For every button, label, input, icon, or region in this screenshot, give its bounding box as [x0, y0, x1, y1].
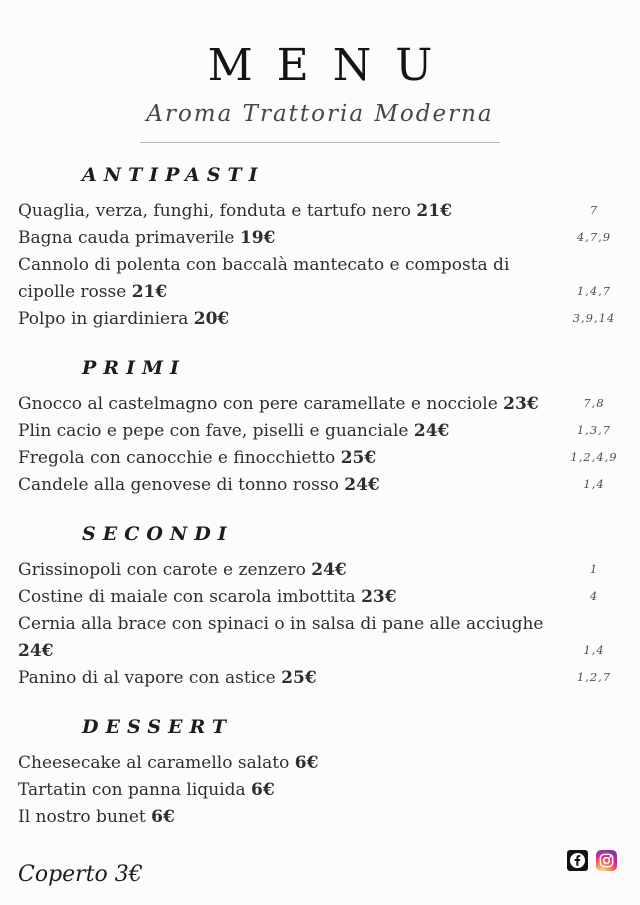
- dish-price: 25€: [281, 668, 317, 688]
- menu-sections: [0, 143, 640, 831]
- allergen-numbers: 4,7,9: [576, 230, 612, 244]
- dish-name: Cheesecake al caramello salato 6€: [18, 753, 319, 773]
- menu-section-secondi: [18, 523, 625, 692]
- restaurant-name: Aroma Trattoria Moderna: [146, 101, 494, 127]
- instagram-icon-box: [596, 850, 617, 871]
- allergen-numbers: 1,4: [583, 477, 605, 491]
- dish-name: Cernia alla brace con spinaci o in salsa di pane alle acciughe 24€: [18, 614, 544, 661]
- dish-name: Gnocco al castelmagno con pere caramellate e nocciole 23€: [18, 394, 539, 414]
- menu-item: [18, 418, 625, 445]
- menu-item: [18, 391, 625, 418]
- dish-price: 21€: [416, 201, 452, 221]
- dish-name: Plin cacio e pepe con fave, piselli e guanciale 24€: [18, 421, 450, 441]
- dish-price: 6€: [151, 807, 175, 827]
- allergen-numbers: 1,2,4,9: [570, 450, 618, 464]
- menu-item: [18, 804, 625, 831]
- menu-item: [18, 472, 625, 499]
- coperto-note: Coperto 3€: [18, 862, 143, 887]
- menu-header: [0, 0, 640, 143]
- menu-item: [18, 306, 625, 333]
- menu-item: [18, 225, 625, 252]
- allergen-numbers: 7: [589, 203, 599, 217]
- dish-name: Panino di al vapore con astice 25€: [18, 668, 317, 688]
- dish-price: 20€: [193, 309, 230, 329]
- allergen-numbers: 7,8: [583, 396, 605, 410]
- menu-item: [18, 445, 625, 472]
- dish-price: 6€: [251, 780, 275, 800]
- dish-name: Bagna cauda primaverile 19€: [18, 228, 276, 248]
- dish-price: 6€: [294, 753, 319, 773]
- dish-name: Grissinopoli con carote e zenzero 24€: [18, 560, 347, 580]
- dish-price: 19€: [239, 228, 276, 248]
- menu-section-antipasti: [18, 164, 625, 333]
- menu-item: [18, 557, 625, 584]
- instagram-icon[interactable]: [596, 850, 617, 871]
- allergen-numbers: 1,2,7: [576, 670, 612, 684]
- dish-name: Quaglia, verza, funghi, fonduta e tartufo nero 21€: [18, 201, 452, 221]
- social-links: [567, 850, 617, 871]
- dish-price: 25€: [340, 448, 377, 468]
- section-heading: SECONDI: [82, 523, 234, 545]
- allergen-numbers: 4: [589, 589, 599, 603]
- allergen-numbers: 1,4: [583, 643, 605, 657]
- menu-item: [18, 584, 625, 611]
- menu-footer: [0, 850, 640, 905]
- menu-item: [18, 777, 625, 804]
- dish-name: Candele alla genovese di tonno rosso 24€: [18, 475, 380, 495]
- allergen-numbers: 3,9,14: [572, 311, 616, 325]
- allergen-numbers: 1: [589, 562, 599, 576]
- page-title: MENU: [207, 40, 457, 91]
- dish-name: Fregola con canocchie e finocchietto 25€: [18, 448, 377, 468]
- dish-price: 24€: [18, 641, 54, 661]
- menu-item: [18, 252, 625, 306]
- dish-price: 24€: [344, 475, 380, 495]
- menu-section-dessert: [18, 716, 625, 831]
- dish-price: 21€: [131, 282, 168, 302]
- dish-price: 24€: [413, 421, 450, 441]
- facebook-icon-box: [567, 850, 588, 871]
- menu-item: [18, 750, 625, 777]
- allergen-numbers: 1,4,7: [576, 284, 612, 298]
- dish-name: Cannolo di polenta con baccalà mantecato e composta di cipolle rosse 21€: [18, 255, 510, 302]
- dish-name: Polpo in giardiniera 20€: [18, 309, 230, 329]
- dish-name: Costine di maiale con scarola imbottita 23€: [18, 587, 397, 607]
- menu-item: [18, 198, 625, 225]
- section-heading: ANTIPASTI: [82, 164, 265, 186]
- section-heading: PRIMI: [82, 357, 186, 379]
- dish-price: 24€: [311, 560, 347, 580]
- dish-name: Tartatin con panna liquida 6€: [18, 780, 275, 800]
- allergen-numbers: 1,3,7: [576, 423, 612, 437]
- dish-price: 23€: [503, 394, 539, 414]
- dish-price: 23€: [361, 587, 397, 607]
- facebook-icon[interactable]: [567, 850, 588, 871]
- menu-item: [18, 665, 625, 692]
- menu-item: [18, 611, 625, 665]
- dish-name: Il nostro bunet 6€: [18, 807, 175, 827]
- menu-section-primi: [18, 357, 625, 499]
- section-heading: DESSERT: [82, 716, 234, 738]
